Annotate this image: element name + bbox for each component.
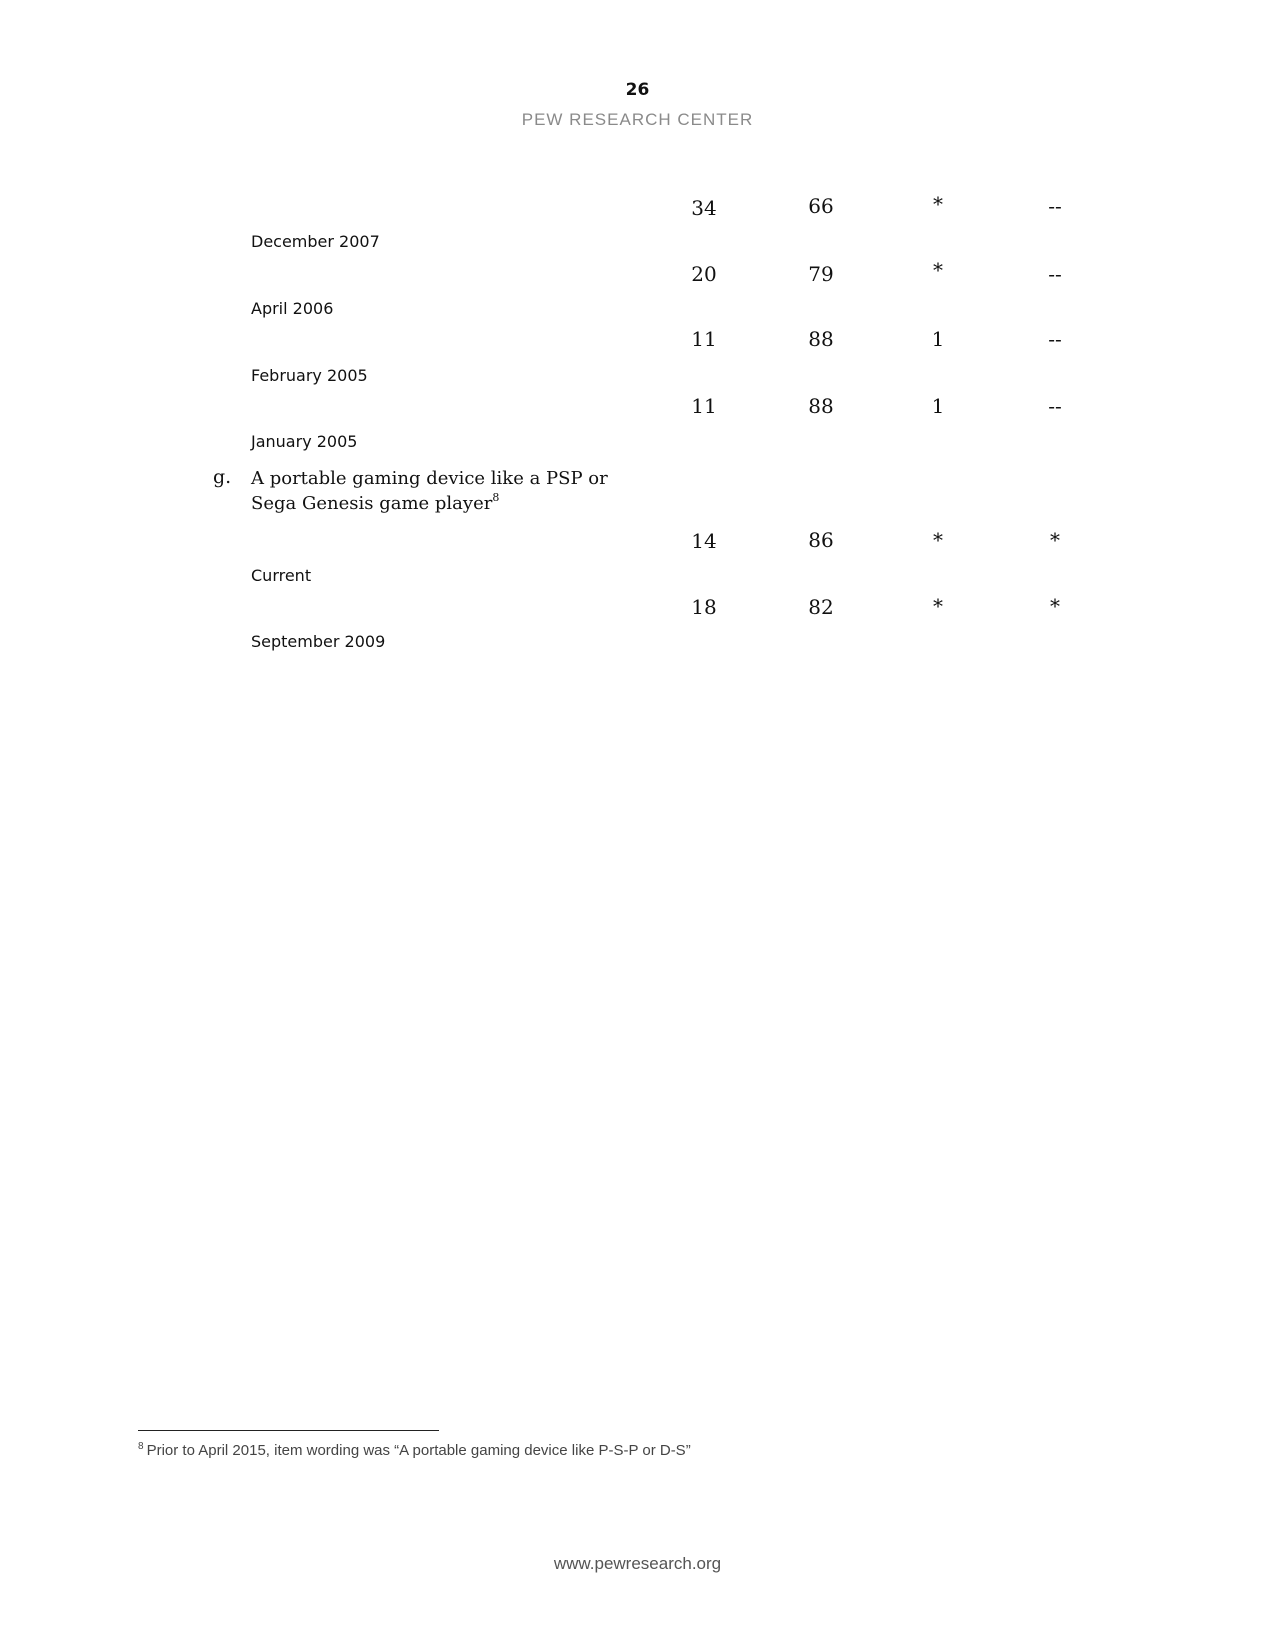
footnote xyxy=(138,1442,691,1459)
value-cell: 11 xyxy=(691,327,717,351)
footnote-divider xyxy=(138,1430,439,1431)
value-cell: * xyxy=(933,528,943,552)
org-name: PEW RESEARCH CENTER xyxy=(521,110,754,129)
value-cell: 66 xyxy=(808,194,834,218)
value-cell: * xyxy=(1050,594,1060,618)
site-url[interactable]: www.pewresearch.org xyxy=(553,1554,722,1573)
footnote-number: 8 xyxy=(138,1441,144,1452)
row-label: April 2006 xyxy=(251,299,334,318)
value-cell: 86 xyxy=(808,528,834,552)
row-label: January 2005 xyxy=(251,432,358,451)
value-cell: 11 xyxy=(691,394,717,418)
value-cell: * xyxy=(933,594,943,618)
row-label: February 2005 xyxy=(251,366,368,385)
value-cell: 1 xyxy=(931,327,945,351)
row-label: December 2007 xyxy=(251,232,380,251)
value-cell: -- xyxy=(1048,327,1062,351)
value-cell: 18 xyxy=(691,595,717,619)
value-cell: 34 xyxy=(691,196,717,220)
value-cell: 14 xyxy=(691,529,717,553)
value-cell: 88 xyxy=(808,327,834,351)
value-cell: * xyxy=(1050,528,1060,552)
footnote-text: Prior to April 2015, item wording was “A portable gaming device like P-S-P or D-S” xyxy=(146,1442,691,1459)
value-cell: 82 xyxy=(808,595,834,619)
value-cell: 79 xyxy=(808,262,834,286)
value-cell: * xyxy=(933,258,943,282)
footnote-ref: 8 xyxy=(492,491,500,504)
row-label: Current xyxy=(251,566,312,585)
page-number: 26 xyxy=(625,80,650,100)
value-cell: 20 xyxy=(691,262,717,286)
value-cell: -- xyxy=(1048,262,1062,286)
row-label: September 2009 xyxy=(251,632,386,651)
value-cell: -- xyxy=(1048,194,1062,218)
value-cell: -- xyxy=(1048,394,1062,418)
item-letter: g. xyxy=(213,466,232,488)
value-cell: 1 xyxy=(931,394,945,418)
item-text-line1: A portable gaming device like a PSP or xyxy=(251,468,608,489)
item-text-line2: Sega Genesis game player xyxy=(251,493,493,514)
value-cell: * xyxy=(933,192,943,216)
item-question xyxy=(251,466,651,516)
value-cell: 88 xyxy=(808,394,834,418)
